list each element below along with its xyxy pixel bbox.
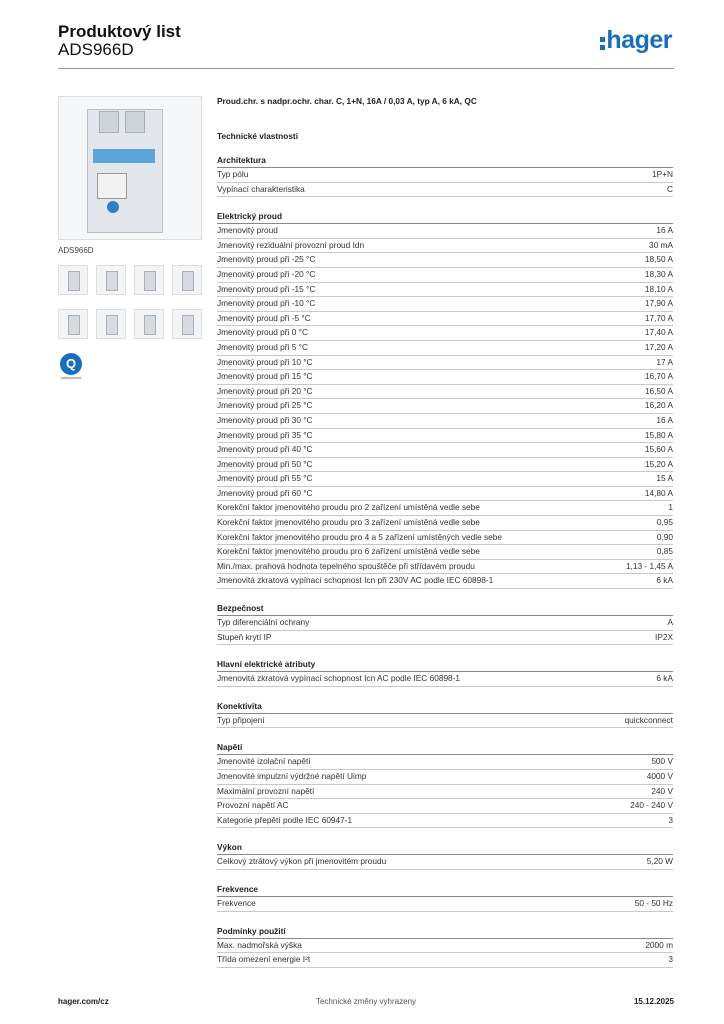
spec-value: 0,95 bbox=[656, 517, 673, 528]
spec-row bbox=[217, 268, 673, 283]
image-caption: ADS966D bbox=[58, 246, 94, 255]
spec-label: Stupeň krytí IP bbox=[217, 631, 272, 642]
thumbnail[interactable] bbox=[96, 309, 126, 339]
spec-value: 1,13 - 1,45 A bbox=[625, 560, 673, 571]
spec-row bbox=[217, 487, 673, 502]
spec-row bbox=[217, 297, 673, 312]
spec-value: 17,70 A bbox=[644, 312, 673, 323]
section-title: Napětí bbox=[217, 742, 673, 755]
spec-row bbox=[217, 253, 673, 268]
spec-value: 0,85 bbox=[656, 546, 673, 557]
spec-row bbox=[217, 429, 673, 444]
spec-row bbox=[217, 239, 673, 254]
spec-row bbox=[217, 897, 673, 912]
spec-value: 5,20 W bbox=[646, 856, 673, 867]
spec-value: 18,30 A bbox=[644, 268, 673, 279]
spec-label: Jmenovitý proud při 0 °C bbox=[217, 327, 308, 338]
spec-label: Korekční faktor jmenovitého proudu pro 6 zařízení umístěná vedle sebe bbox=[217, 546, 480, 557]
spec-value: 15,60 A bbox=[644, 444, 673, 455]
quickconnect-icon: Q bbox=[60, 353, 82, 375]
spec-row bbox=[217, 399, 673, 414]
spec-row bbox=[217, 224, 673, 239]
spec-label: Jmenovitá zkratová vypínací schopnost Icn AC podle IEC 60898-1 bbox=[217, 673, 461, 684]
footer-date: 15.12.2025 bbox=[633, 997, 674, 1006]
spec-label: Frekvence bbox=[217, 897, 256, 908]
spec-label: Kategorie přepětí podle IEC 60947-1 bbox=[217, 814, 353, 825]
spec-label: Třída omezení energie I²t bbox=[217, 954, 311, 965]
spec-value: 3 bbox=[668, 954, 673, 965]
spec-row bbox=[217, 458, 673, 473]
spec-label: Jmenovitý proud při 5 °C bbox=[217, 341, 308, 352]
thumbnail[interactable] bbox=[134, 265, 164, 295]
thumbnail-image bbox=[106, 271, 118, 291]
spec-value: 17,40 A bbox=[644, 327, 673, 338]
spec-value: 14,80 A bbox=[644, 487, 673, 498]
spec-label: Jmenovitý proud při 30 °C bbox=[217, 414, 313, 425]
section-title: Frekvence bbox=[217, 884, 673, 897]
spec-value: 240 - 240 V bbox=[630, 800, 673, 811]
spec-row bbox=[217, 855, 673, 870]
spec-value: 15,20 A bbox=[644, 458, 673, 469]
device-lever bbox=[125, 111, 145, 133]
spec-label: Jmenovité impulzní výdržné napětí Uimp bbox=[217, 771, 367, 781]
spec-value: A bbox=[667, 617, 673, 628]
spec-row bbox=[217, 545, 673, 560]
spec-label: Jmenovité izolační napětí bbox=[217, 756, 311, 767]
spec-value: 16,20 A bbox=[644, 400, 673, 411]
spec-label: Jmenovitý proud při 50 °C bbox=[217, 458, 313, 469]
spec-row bbox=[217, 672, 673, 687]
spec-label: Provozní napětí AC bbox=[217, 800, 289, 811]
spec-value: 16,70 A bbox=[644, 371, 673, 382]
spec-row bbox=[217, 472, 673, 487]
device-label-band bbox=[93, 149, 155, 163]
spec-row bbox=[217, 799, 673, 814]
spec-value: 50 - 50 Hz bbox=[634, 897, 673, 908]
logo-text: hager bbox=[606, 26, 672, 54]
spec-row bbox=[217, 785, 673, 800]
spec-row bbox=[217, 631, 673, 646]
image-column bbox=[58, 96, 204, 379]
spec-label: Jmenovitý reziduální provozní proud Idn bbox=[217, 239, 365, 250]
section-title: Elektrický proud bbox=[217, 211, 673, 224]
spec-value: 3 bbox=[668, 814, 673, 825]
thumbnail-image bbox=[144, 315, 156, 335]
spec-label: Korekční faktor jmenovitého proudu pro 2 zařízení umístěná vedle sebe bbox=[217, 502, 480, 513]
spec-value: 6 kA bbox=[656, 673, 673, 684]
spec-value: IP2X bbox=[655, 631, 673, 642]
thumbnail[interactable] bbox=[172, 309, 202, 339]
footer-note: Technické změny vyhrazeny bbox=[315, 997, 417, 1006]
spec-label: Jmenovitý proud při 20 °C bbox=[217, 385, 313, 396]
spec-row bbox=[217, 414, 673, 429]
page-footer bbox=[58, 997, 674, 1011]
badge-label: quickconnect bbox=[60, 376, 82, 380]
spec-label: Korekční faktor jmenovitého proudu pro 3 zařízení umístěná vedle sebe bbox=[217, 517, 480, 528]
spec-row bbox=[217, 770, 673, 785]
spec-value: C bbox=[667, 183, 673, 194]
product-image[interactable] bbox=[58, 96, 202, 240]
section-title: Hlavní elektrické atributy bbox=[217, 659, 673, 672]
spec-label: Jmenovitá zkratová vypínací schopnost Icn při 230V AC podle IEC 60898-1 bbox=[217, 575, 494, 586]
page-header bbox=[58, 20, 674, 70]
spec-row bbox=[217, 183, 673, 198]
spec-label: Jmenovitý proud při 10 °C bbox=[217, 356, 313, 367]
spec-row bbox=[217, 326, 673, 341]
spec-row bbox=[217, 312, 673, 327]
spec-row bbox=[217, 356, 673, 371]
product-description: Proud.chr. s nadpr.ochr. char. C, 1+N, 16A / 0,03 A, typ A, 6 kA, QC bbox=[217, 96, 477, 106]
spec-value: 0,90 bbox=[656, 531, 673, 542]
section-title: Bezpečnost bbox=[217, 603, 673, 616]
spec-value: 1 bbox=[668, 502, 673, 513]
section-title: Architektura bbox=[217, 155, 673, 168]
spec-label: Jmenovitý proud při 25 °C bbox=[217, 400, 313, 411]
footer-link[interactable]: hager.com/cz bbox=[58, 997, 109, 1006]
spec-label: Max. nadmořská výška bbox=[217, 939, 302, 950]
spec-row bbox=[217, 168, 673, 183]
thumbnail-image bbox=[182, 315, 194, 335]
spec-row bbox=[217, 516, 673, 531]
spec-value: 30 mA bbox=[649, 239, 673, 250]
spec-label: Maximální provozní napětí bbox=[217, 785, 315, 796]
spec-value: 15 A bbox=[656, 473, 673, 484]
spec-label: Jmenovitý proud bbox=[217, 225, 278, 236]
spec-label: Min./max. prahová hodnota tepelného spouštěče při střídavém proudu bbox=[217, 560, 475, 571]
device-window bbox=[97, 173, 127, 199]
spec-value: 17 A bbox=[656, 356, 673, 367]
spec-label: Jmenovitý proud při -5 °C bbox=[217, 312, 311, 323]
spec-row bbox=[217, 443, 673, 458]
spec-row bbox=[217, 283, 673, 298]
spec-value: quickconnect bbox=[624, 714, 673, 725]
spec-value: 18,10 A bbox=[644, 283, 673, 294]
page-title: Produktový list bbox=[58, 22, 181, 41]
spec-row bbox=[217, 814, 673, 829]
spec-label: Jmenovitý proud při 55 °C bbox=[217, 473, 313, 484]
spec-value: 17,90 A bbox=[644, 298, 673, 309]
thumbnail[interactable] bbox=[58, 265, 88, 295]
spec-label: Jmenovitý proud při -15 °C bbox=[217, 283, 316, 294]
spec-label: Typ pólu bbox=[217, 169, 249, 179]
thumbnail[interactable] bbox=[58, 309, 88, 339]
spec-value: 16 A bbox=[656, 225, 673, 236]
spec-row bbox=[217, 574, 673, 589]
spec-value: 2000 m bbox=[645, 939, 673, 950]
spec-value: 15,80 A bbox=[644, 429, 673, 440]
spec-label: Typ diferenciální ochrany bbox=[217, 617, 310, 628]
spec-row bbox=[217, 560, 673, 575]
spec-label: Jmenovitý proud při -20 °C bbox=[217, 268, 316, 279]
device-lever bbox=[99, 111, 119, 133]
spec-value: 17,20 A bbox=[644, 341, 673, 352]
spec-label: Vypínací charakteristika bbox=[217, 183, 305, 194]
spec-column bbox=[217, 96, 673, 968]
quickconnect-badge bbox=[58, 353, 84, 379]
spec-label: Korekční faktor jmenovitého proudu pro 4 a 5 zařízení umístěných vedle sebe bbox=[217, 531, 503, 542]
section-title: Výkon bbox=[217, 842, 673, 855]
spec-value: 4000 V bbox=[646, 771, 673, 781]
header-divider bbox=[58, 68, 674, 69]
thumbnail-gallery bbox=[58, 265, 204, 339]
spec-row bbox=[217, 755, 673, 770]
thumbnail-image bbox=[106, 315, 118, 335]
spec-label: Jmenovitý proud při 60 °C bbox=[217, 487, 313, 498]
spec-row bbox=[217, 953, 673, 968]
spec-value: 16,50 A bbox=[644, 385, 673, 396]
section-title: Konektivita bbox=[217, 701, 673, 714]
spec-row bbox=[217, 341, 673, 356]
spec-value: 16 A bbox=[656, 414, 673, 425]
spec-label: Jmenovitý proud při 15 °C bbox=[217, 371, 313, 382]
spec-label: Celkový ztrátový výkon při jmenovitém proudu bbox=[217, 856, 387, 867]
spec-row bbox=[217, 385, 673, 400]
spec-row bbox=[217, 501, 673, 516]
thumbnail[interactable] bbox=[134, 309, 164, 339]
spec-sections bbox=[217, 155, 673, 968]
thumbnail-image bbox=[144, 271, 156, 291]
spec-label: Jmenovitý proud při -25 °C bbox=[217, 254, 316, 265]
product-code: ADS966D bbox=[58, 40, 134, 59]
spec-label: Jmenovitý proud při -10 °C bbox=[217, 298, 316, 309]
logo-colon-icon bbox=[600, 37, 605, 42]
thumbnail-image bbox=[68, 271, 80, 291]
spec-row bbox=[217, 531, 673, 546]
spec-value: 500 V bbox=[651, 756, 673, 767]
spec-label: Jmenovitý proud při 35 °C bbox=[217, 429, 313, 440]
spec-label: Jmenovitý proud při 40 °C bbox=[217, 444, 313, 455]
spec-value: 18,50 A bbox=[644, 254, 673, 265]
spec-row bbox=[217, 714, 673, 729]
spec-row bbox=[217, 939, 673, 954]
tech-heading: Technické vlastnosti bbox=[217, 131, 298, 141]
spec-row bbox=[217, 370, 673, 385]
spec-label: Typ připojení bbox=[217, 714, 265, 725]
spec-value: 6 kA bbox=[656, 575, 673, 586]
section-title: Podmínky použití bbox=[217, 926, 673, 939]
thumbnail-image bbox=[182, 271, 194, 291]
hager-logo bbox=[600, 26, 672, 55]
spec-value: 240 V bbox=[651, 785, 673, 796]
spec-row bbox=[217, 616, 673, 631]
thumbnail-image bbox=[68, 315, 80, 335]
device-test-button bbox=[107, 201, 119, 213]
thumbnail[interactable] bbox=[96, 265, 126, 295]
spec-value: 1P+N bbox=[652, 169, 673, 179]
thumbnail[interactable] bbox=[172, 265, 202, 295]
